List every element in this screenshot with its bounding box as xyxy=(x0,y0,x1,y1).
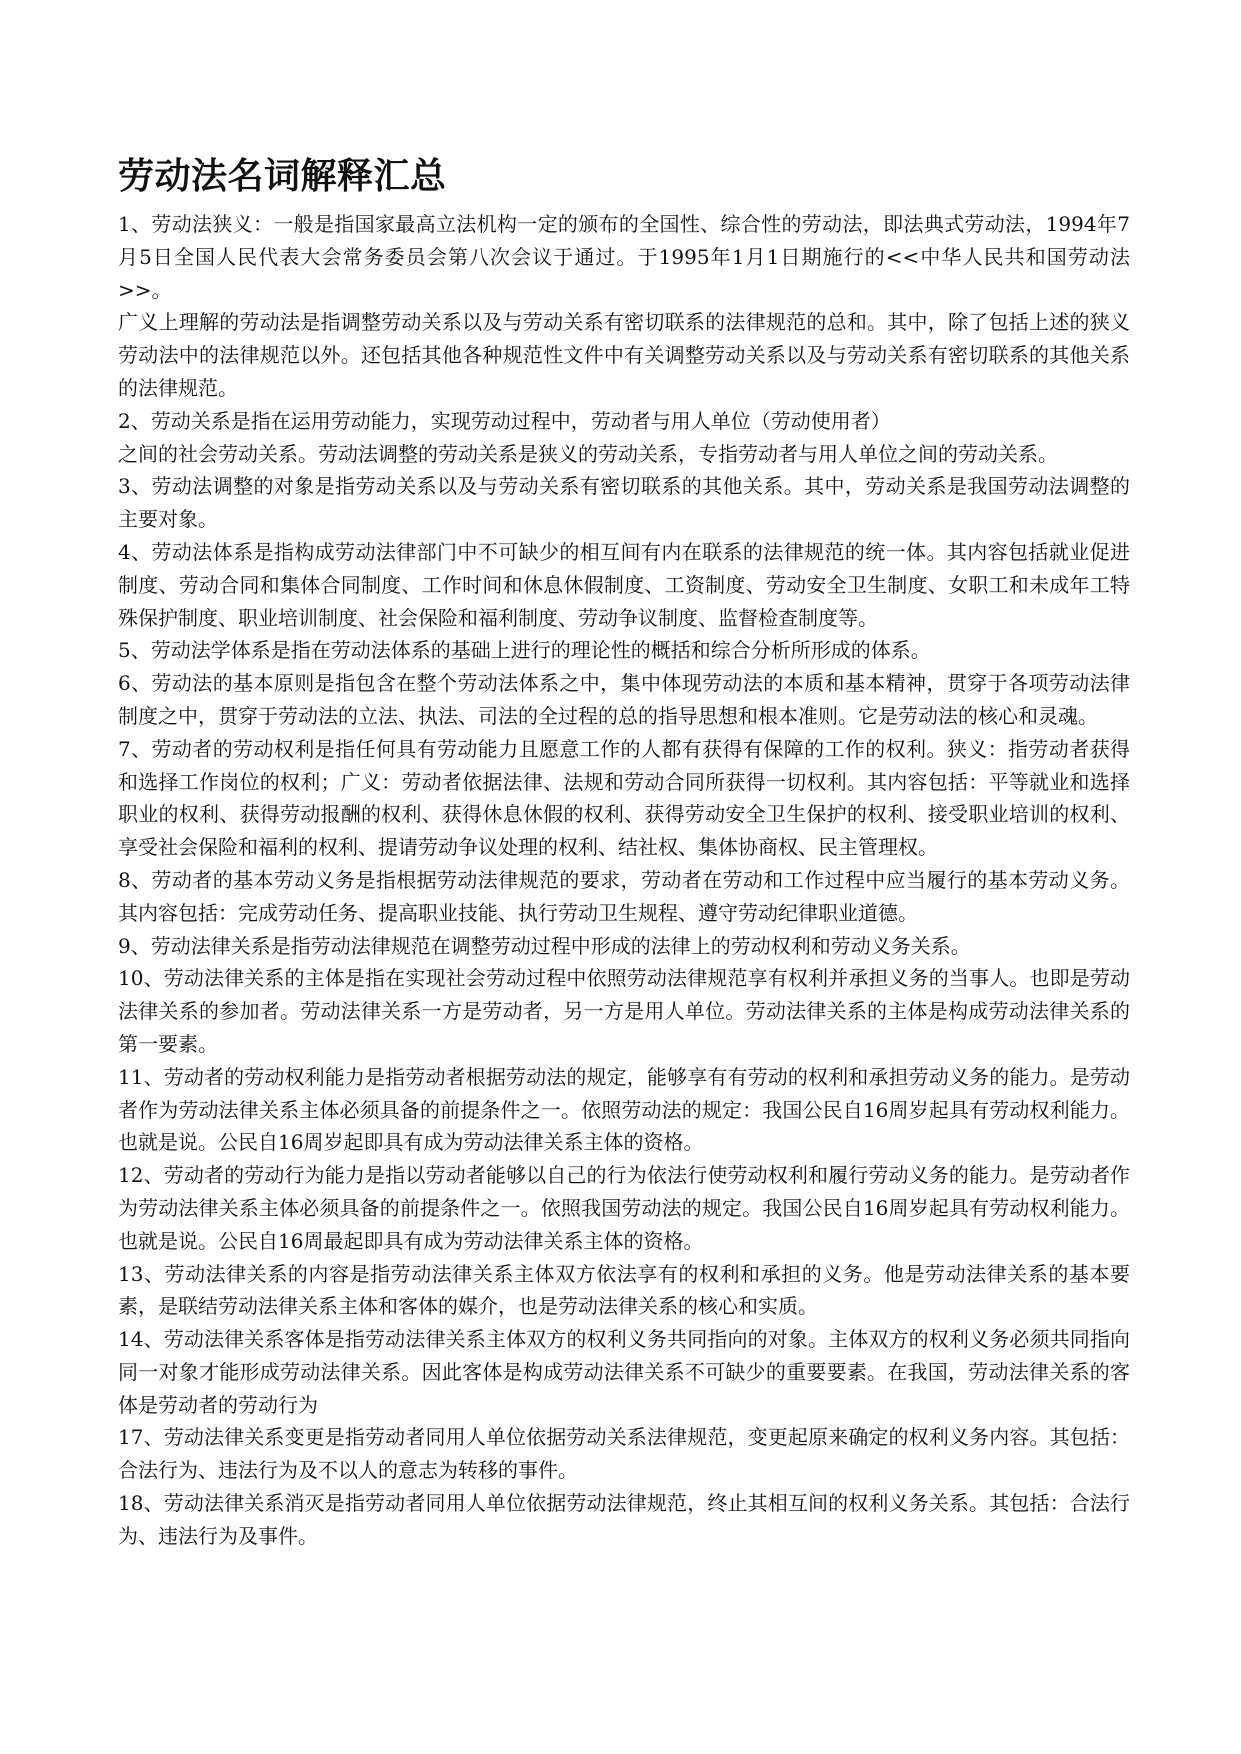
document-body xyxy=(118,208,1130,1553)
paragraph: 2、劳动关系是指在运用劳动能力，实现劳动过程中，劳动者与用人单位（劳动使用者） xyxy=(118,408,891,433)
paragraph: 11、劳动者的劳动权利能力是指劳动者根据劳动法的规定，能够享有有劳动的权利和承担劳动义务的能力。是劳动者作为劳动法律关系主体必须具备的前提条件之一。依照劳动法的规定：我国公民自16周岁起具有劳动权利能力。也就是说。公民自16周岁起即具有成为劳动法律关系主体的资格。 xyxy=(118,1064,1130,1155)
paragraph: 18、劳动法律关系消灭是指劳动者同用人单位依据劳动法律规范，终止其相互间的权利义务关系。其包括：合法行为、违法行为及事件。 xyxy=(118,1491,1130,1548)
paragraph: 10、劳动法律关系的主体是指在实现社会劳动过程中依照劳动法律规范享有权利并承担义务的当事人。也即是劳动法律关系的参加者。劳动法律关系一方是劳动者，另一方是用人单位。劳动法律关系的主体是构成劳动法律关系的第一要素。 xyxy=(118,966,1130,1056)
paragraph: 13、劳动法律关系的内容是指劳动法律关系主体双方依法享有的权利和承担的义务。他是劳动法律关系的基本要素，是联结劳动法律关系主体和客体的媒介，也是劳动法律关系的核心和实质。 xyxy=(118,1261,1130,1319)
paragraph: 1、劳动法狭义：一般是指国家最高立法机构一定的颁布的全国性、综合性的劳动法，即法典式劳动法，1994年7月5日全国人民代表大会常务委员会第八次会议于通过。于1995年1月1日期施行的<<中华人民共和国劳动法>>。 xyxy=(118,212,1130,302)
paragraph: 广义上理解的劳动法是指调整劳动关系以及与劳动关系有密切联系的法律规范的总和。其中，除了包括上述的狭义劳动法中的法律规范以外。还包括其他各种规范性文件中有关调整劳动关系以及与劳动关系有密切联系的其他关系的法律规范。 xyxy=(118,310,1130,400)
paragraph: 14、劳动法律关系客体是指劳动法律关系主体双方的权利义务共同指向的对象。主体双方的权利义务必须共同指向同一对象才能形成劳动法律关系。因此客体是构成劳动法律关系不可缺少的重要要素。在我国，劳动法律关系的客体是劳动者的劳动行为 xyxy=(118,1327,1130,1417)
document-title: 劳动法名词解释汇总 xyxy=(118,155,447,197)
paragraph: 5、劳动法学体系是指在劳动法体系的基础上进行的理论性的概括和综合分析所形成的体系。 xyxy=(118,638,931,663)
paragraph: 17、劳动法律关系变更是指劳动者同用人单位依据劳动关系法律规范，变更起原来确定的权利义务内容。其包括：合法行为、违法行为及不以人的意志为转移的事件。 xyxy=(118,1425,1130,1483)
paragraph: 之间的社会劳动关系。劳动法调整的劳动关系是狭义的劳动关系，专指劳动者与用人单位之间的劳动关系。 xyxy=(118,441,1058,466)
paragraph: 9、劳动法律关系是指劳动法律规范在调整劳动过程中形成的法律上的劳动权利和劳动义务关系。 xyxy=(118,933,971,958)
paragraph: 12、劳动者的劳动行为能力是指以劳动者能够以自己的行为依法行使劳动权利和履行劳动义务的能力。是劳动者作为劳动法律关系主体必须具备的前提条件之一。依照我国劳动法的规定。我国公民自16周岁起具有劳动权利能力。也就是说。公民自16周最起即具有成为劳动法律关系主体的资格。 xyxy=(118,1163,1130,1253)
paragraph: 4、劳动法体系是指构成劳动法律部门中不可缺少的相互间有内在联系的法律规范的统一体。其内容包括就业促进制度、劳动合同和集体合同制度、工作时间和休息休假制度、工资制度、劳动安全卫生制度、女职工和未成年工特殊保护制度、职业培训制度、社会保险和福利制度、劳动争议制度、监督检查制度等。 xyxy=(118,539,1130,630)
paragraph: 3、劳动法调整的对象是指劳动关系以及与劳动关系有密切联系的其他关系。其中，劳动关系是我国劳动法调整的主要对象。 xyxy=(118,474,1130,532)
paragraph: 7、劳动者的劳动权利是指任何具有劳动能力且愿意工作的人都有获得有保障的工作的权利。狭义：指劳动者获得和选择工作岗位的权利；广义：劳动者依据法律、法规和劳动合同所获得一切权利。其内容包括：平等就业和选择职业的权利、获得劳动报酬的权利、获得休息休假的权利、获得劳动安全卫生保护的权利、接受职业培训的权利、享受社会保险和福利的权利、提请劳动争议处理的权利、结社权、集体协商权、民主管理权。 xyxy=(118,736,1130,860)
document-page xyxy=(118,150,1130,1553)
paragraph: 8、劳动者的基本劳动义务是指根据劳动法律规范的要求，劳动者在劳动和工作过程中应当履行的基本劳动义务。其内容包括：完成劳动任务、提高职业技能、执行劳动卫生规程、遵守劳动纪律职业道德。 xyxy=(118,867,1130,925)
paragraph: 6、劳动法的基本原则是指包含在整个劳动法体系之中，集中体现劳动法的本质和基本精神，贯穿于各项劳动法律制度之中，贯穿于劳动法的立法、执法、司法的全过程的总的指导思想和根本准则。它是劳动法的核心和灵魂。 xyxy=(118,671,1130,728)
